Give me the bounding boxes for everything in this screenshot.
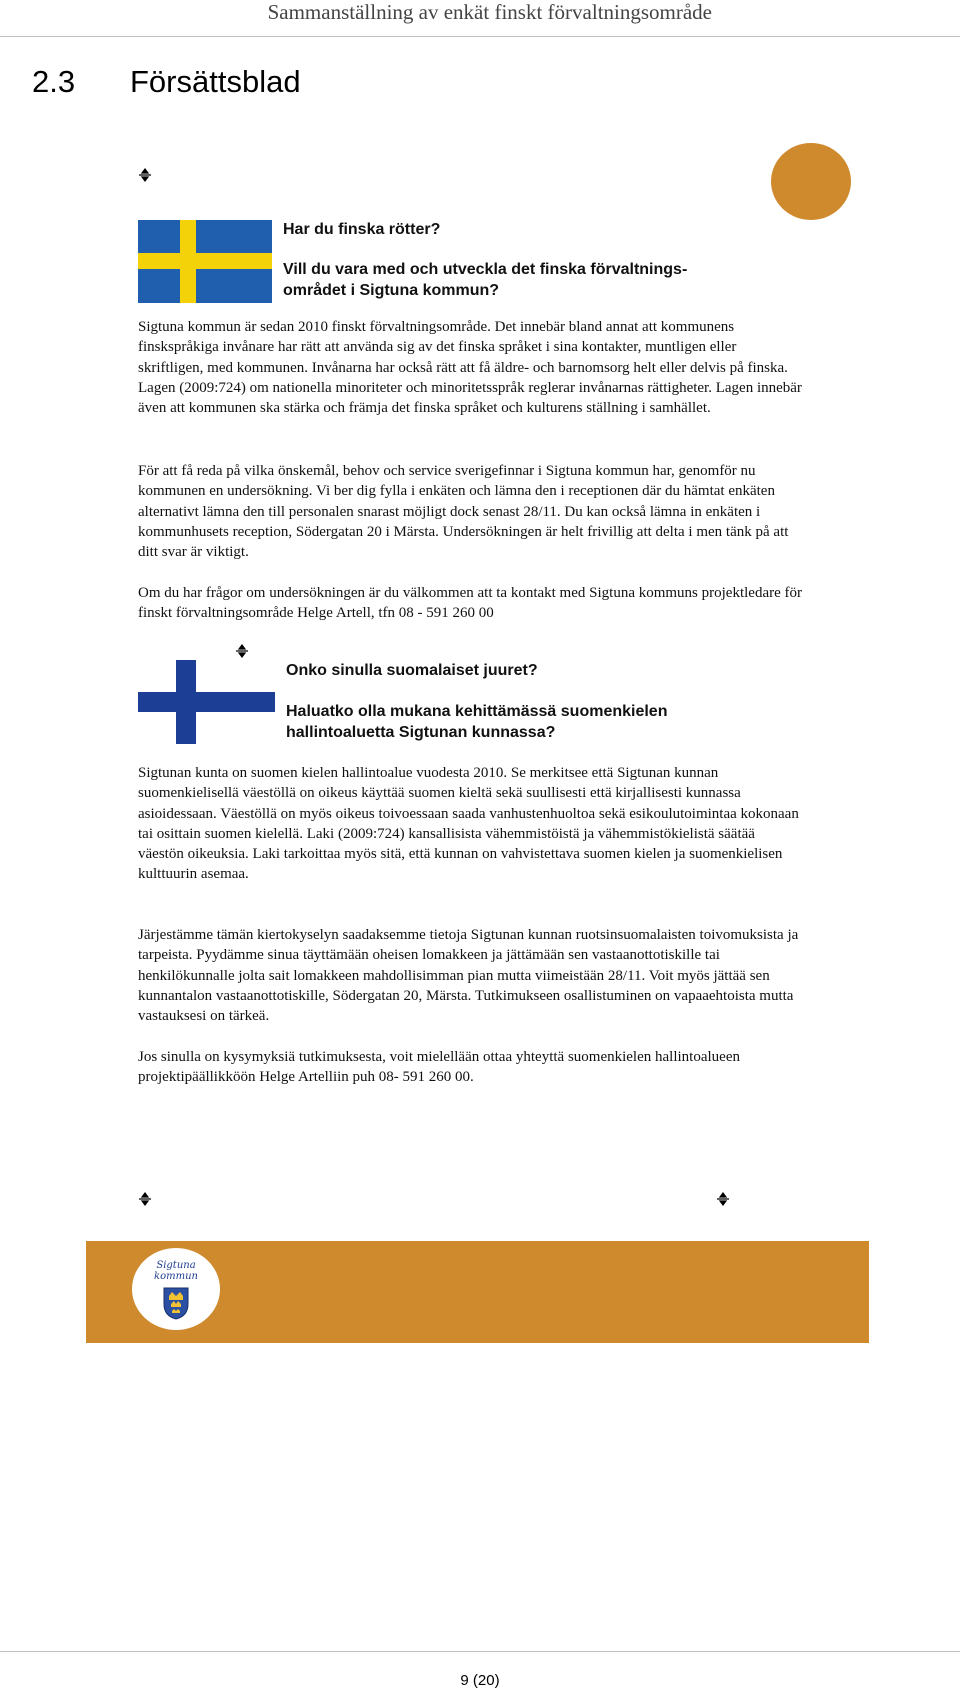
swedish-heading-2-line2: området i Sigtuna kommun? <box>283 282 500 299</box>
finnish-paragraph-1: Sigtunan kunta on suomen kielen hallintoalue vuodesta 2010. Se merkitsee että Sigtunan kunnan suomenkielisellä väestöllä on oikeus käyttää suomen kieltä sekä suullisesti että kirjallisesti kunnassa asioidessaan. Väestöllä on myös oikeus toivoessaan saada vanhustenhuoltoa sekä esikoulutoimintaa kokonaan tai osittain suomen kielellä. Laki (2009:724) kansallisista vähemmistöistä ja vähemmistökielistä säätää väestön oikeuksia. Laki tarkoittaa myös sitä, että kunnan on vahvistettava suomen kielen ja suomenkielisen kulttuurin asemaa. <box>138 765 799 883</box>
running-footer <box>0 1651 960 1695</box>
finnish-heading-1: Onko sinulla suomalaiset juuret? <box>286 662 538 679</box>
swedish-paragraph-1: Sigtuna kommun är sedan 2010 finskt förvaltningsområde. Det innebär bland annat att kommunens finskspråkiga invånare har rätt att använda sig av det finska språket i sina kontakter, muntligen eller skriftligen, med kommunen. Invånarna har också rätt att få äldre- och barnomsorg helt eller delvis på finska. Lagen (2009:724) om nationella minoriteter och minoritetsspråk reglerar invånarnas rättigheter. Lagen innebär även att kommunen ska stärka och främja det finska språket och kulturens ställning i samhället. <box>138 319 802 417</box>
page-number: 9 (20) <box>460 1672 500 1689</box>
crown-shield-icon <box>162 1286 190 1320</box>
anchor-move-icon <box>138 1192 152 1206</box>
swedish-paragraph-3: Om du har frågor om undersökningen är du välkommen att ta kontakt med Sigtuna kommuns projektledare för finskt förvaltningsområde Helge Artell, tfn 08 - 591 260 00 <box>138 585 803 622</box>
running-header <box>0 0 960 37</box>
logo-line-1: Sigtuna <box>156 1260 196 1271</box>
logo-text <box>132 1260 220 1282</box>
finnish-heading-2-line2: hallintoaluetta Sigtunan kunnassa? <box>286 724 556 741</box>
swedish-paragraph-2: För att få reda på vilka önskemål, behov och service sverigefinnar i Sigtuna kommun har, genomför nu kommunen en undersökning. Vi ber dig fylla i enkäten och lämna den i receptionen där du hämtat enkäten alternativt lämna den till personalen snarast möjligt dock senast 28/11. Du kan också lämna in enkäten i kommunhusets reception, Södergatan 20 i Märsta. Undersökningen är helt frivillig att delta i men tänk på att ditt svar är viktigt. <box>138 463 789 561</box>
anchor-move-icon <box>716 1192 730 1206</box>
section-title-text: Försättsblad <box>130 64 301 99</box>
orange-circle-decoration <box>771 143 851 220</box>
finnish-paragraph-2: Järjestämme tämän kiertokyselyn saadaksemme tietoja Sigtunan kunnan ruotsinsuomalaisten toivomuksista ja tarpeista. Pyydämme sinua täyttämään oheisen lomakkeen ja jättämään sen vastaanottotiskille tai henkilökunnalle jolta sait lomakkeen mahdollisimman pian mutta viimeistään 28/11. Voit myös jättää sen kunnantalon vastaanottotiskille, Södergatan 20, Märsta. Tutkimukseen osallistuminen on vapaaehtoista mutta vastauksesi on tärkeä. <box>138 927 799 1025</box>
finnish-heading-2-line1: Haluatko olla mukana kehittämässä suomenkielen <box>286 703 668 720</box>
logo-line-2: kommun <box>154 1271 198 1282</box>
sigtuna-kommun-logo <box>132 1248 220 1330</box>
anchor-move-icon <box>138 168 152 182</box>
swedish-heading-1: Har du finska rötter? <box>283 221 441 238</box>
finnish-flag-icon <box>138 660 275 744</box>
running-header-title: Sammanställning av enkät finskt förvaltningsområde <box>267 0 712 24</box>
finnish-paragraph-3: Jos sinulla on kysymyksiä tutkimuksesta, voit mielellään ottaa yhteyttä suomenkielen hallintoalueen projektipäällikköön Helge Artelliin puh 08- 591 260 00. <box>138 1049 740 1086</box>
anchor-move-icon <box>235 644 249 658</box>
section-title <box>32 64 301 100</box>
section-number: 2.3 <box>32 64 76 99</box>
swedish-flag-icon <box>138 220 272 303</box>
swedish-heading-2-line1: Vill du vara med och utveckla det finska förvaltnings- <box>283 261 688 278</box>
